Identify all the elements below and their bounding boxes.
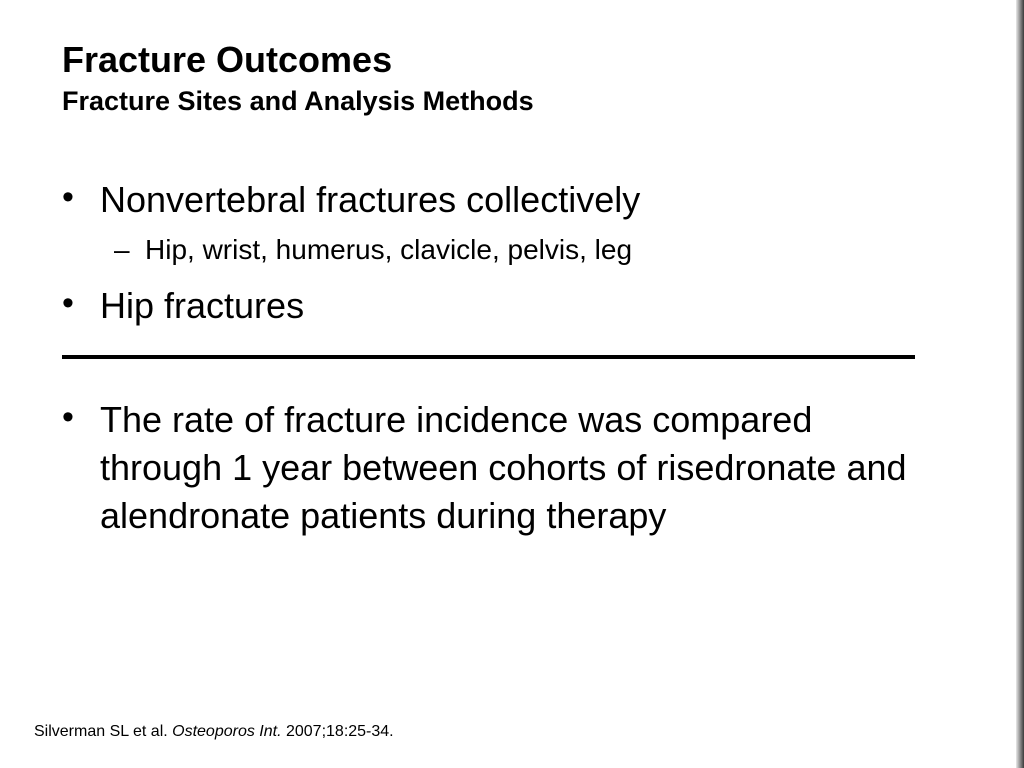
- citation-details: 2007;18:25-34.: [281, 723, 394, 740]
- citation: [34, 722, 394, 742]
- bullet-item: [62, 176, 640, 224]
- bullet-marker: •: [62, 284, 74, 322]
- sub-bullet-marker: –: [114, 234, 130, 265]
- citation-journal: Osteoporos Int.: [172, 723, 282, 740]
- bullet-item: [62, 396, 930, 540]
- citation-authors: Silverman SL et al.: [34, 723, 173, 740]
- sub-bullet-item: [114, 232, 632, 268]
- slide-subtitle: Fracture Sites and Analysis Methods: [62, 86, 534, 116]
- slide-title: Fracture Outcomes: [62, 39, 393, 80]
- bullet-text: Nonvertebral fractures collectively: [100, 179, 641, 220]
- bullet-item: [62, 282, 304, 330]
- divider-line: [62, 355, 915, 359]
- bullet-text: The rate of fracture incidence was compared through 1 year between cohorts of risedronate and alendronate patients during therapy: [100, 399, 907, 536]
- bullet-marker: •: [62, 398, 74, 436]
- sub-bullet-text: Hip, wrist, humerus, clavicle, pelvis, leg: [145, 234, 633, 265]
- bullet-text: Hip fractures: [100, 285, 305, 326]
- window-edge-shadow: [1016, 0, 1024, 768]
- bullet-marker: •: [62, 178, 74, 216]
